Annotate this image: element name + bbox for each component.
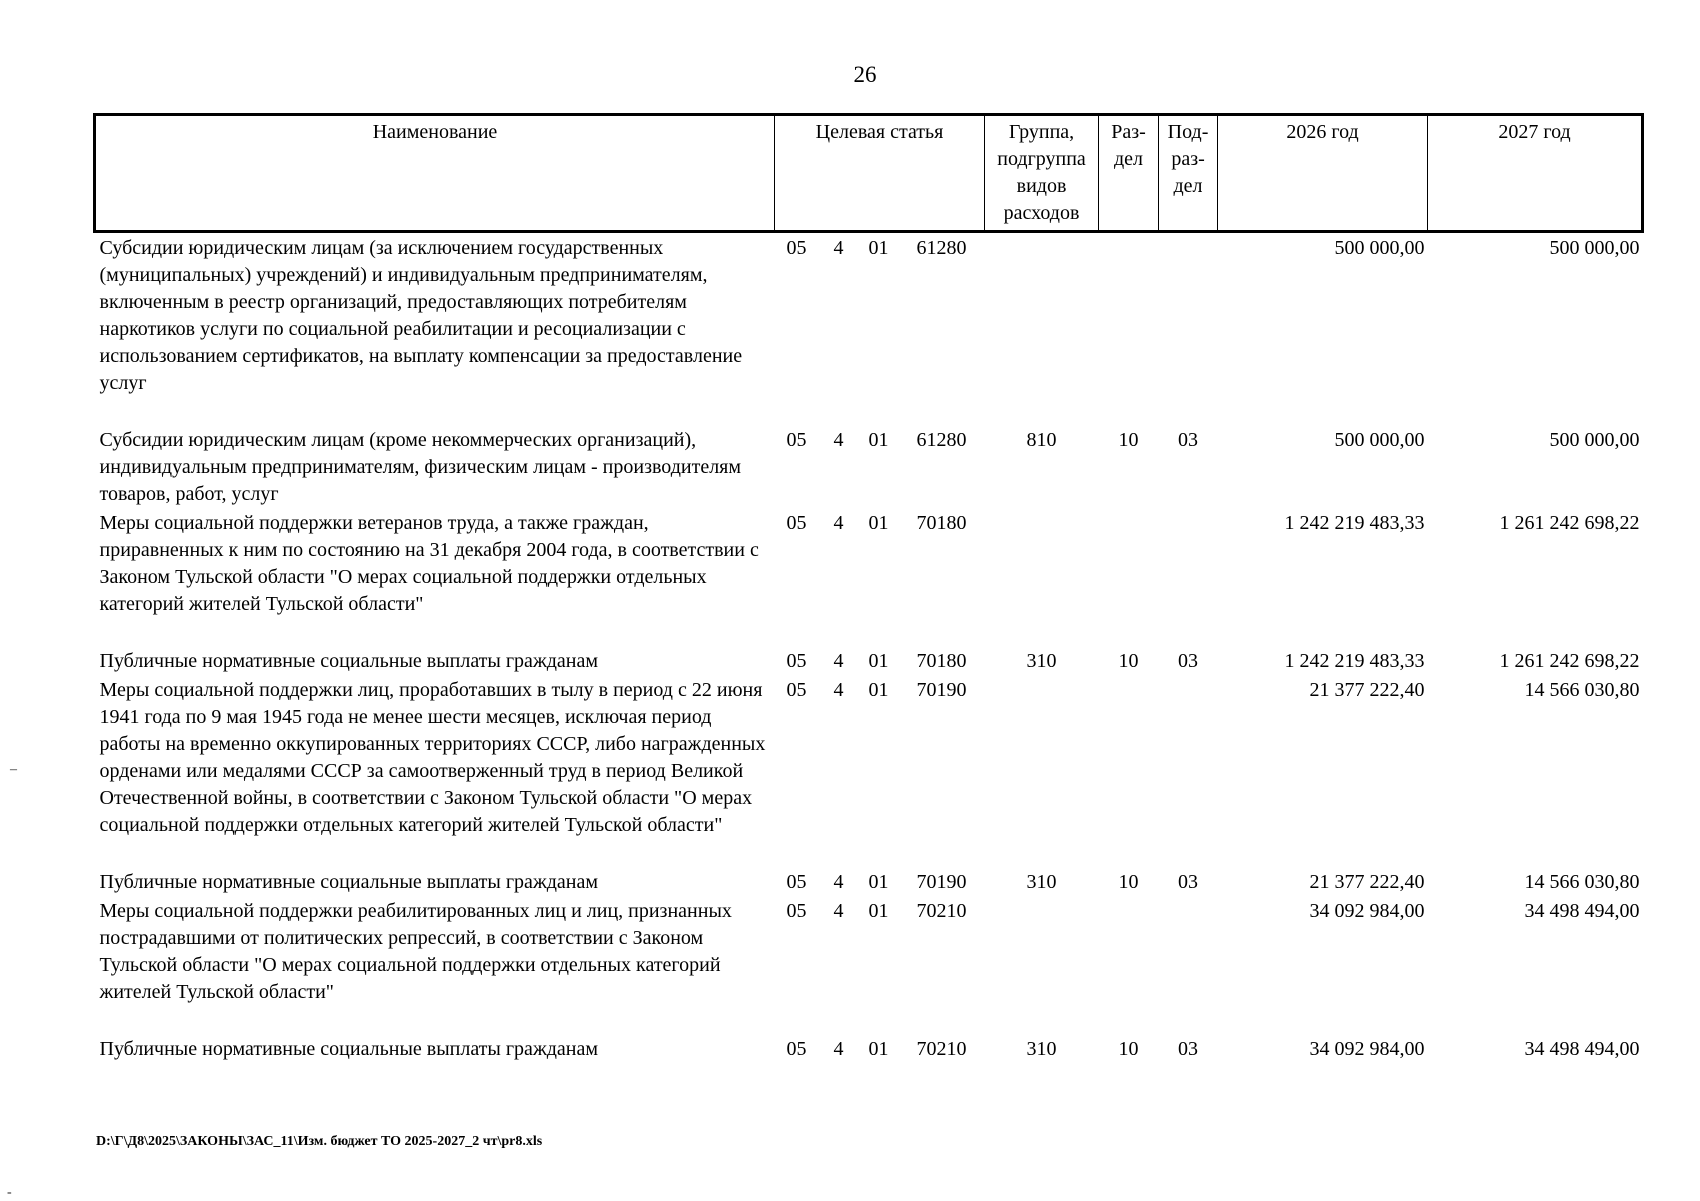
row-subsection: 03 — [1178, 429, 1199, 451]
row-code-subprogram: 01 — [868, 871, 889, 893]
row-code-program: 05 — [786, 237, 807, 259]
table-row — [95, 508, 1643, 646]
row-group — [985, 508, 1099, 646]
header-name: Наименование — [95, 115, 775, 232]
row-code-subprogram: 01 — [868, 900, 889, 922]
row-amount-2026: 1 242 219 483,33 — [1284, 512, 1425, 534]
table-row — [95, 675, 1643, 867]
row-code-program: 05 — [786, 429, 807, 451]
row-code-type: 4 — [833, 900, 844, 922]
row-amount-2026: 34 092 984,00 — [1309, 1038, 1425, 1060]
row-code-direction: 70180 — [916, 650, 967, 672]
row-group — [985, 675, 1099, 867]
row-amount-2026: 21 377 222,40 — [1309, 679, 1425, 701]
row-amount-2027: 1 261 242 698,22 — [1499, 650, 1640, 672]
row-amount-2026: 500 000,00 — [1334, 429, 1425, 451]
row-group: 310 — [1026, 871, 1057, 893]
row-amount-2027: 500 000,00 — [1549, 237, 1640, 259]
row-amount-2027: 34 498 494,00 — [1524, 1038, 1640, 1060]
row-code-subprogram: 01 — [868, 650, 889, 672]
page-number: 26 — [853, 62, 877, 87]
header-subsection-line: Под- — [1167, 121, 1209, 143]
header-year-2027: 2027 год — [1428, 115, 1643, 232]
row-code-type: 4 — [833, 429, 844, 451]
row-section — [1099, 232, 1159, 426]
row-amount-2027: 14 566 030,80 — [1524, 679, 1640, 701]
row-code-direction: 70210 — [916, 1038, 967, 1060]
header-subsection — [1159, 115, 1218, 232]
row-code-type: 4 — [833, 1038, 844, 1060]
table-row — [95, 646, 1643, 675]
row-name: Публичные нормативные социальные выплаты гражданам — [99, 650, 599, 672]
table-row — [95, 896, 1643, 1034]
header-section — [1099, 115, 1159, 232]
row-section: 10 — [1118, 650, 1139, 672]
row-group — [985, 232, 1099, 426]
row-name: Меры социальной поддержки лиц, проработавших в тылу в период с 22 июня 1941 года по 9 мая 1945 года не менее шести месяцев, исключая период работы на временно оккупированных территориях СССР, либо награжденных орденами или медалями СССР за самоотверженный труд в период Великой Отечественной войны, в соответствии с Законом Тульской области "О мерах социальной поддержки отдельных категорий жителей Тульской области" — [99, 679, 766, 836]
header-section-line: Раз- — [1111, 121, 1146, 143]
row-name: Субсидии юридическим лицам (кроме некоммерческих организаций), индивидуальным предпринимателям, физическим лицам - производителям товаров, работ, услуг — [99, 429, 742, 505]
row-code-program: 05 — [786, 871, 807, 893]
header-group — [985, 115, 1099, 232]
file-path-footer: D:\Г\Д8\2025\ЗАКОНЫ\ЗАС_11\Изм. бюджет ТО 2025-2027_2 чт\pr8.xls — [96, 1134, 543, 1149]
row-code-program: 05 — [786, 1038, 807, 1060]
table-row — [95, 1034, 1643, 1063]
row-subsection — [1159, 675, 1218, 867]
row-code-program: 05 — [786, 512, 807, 534]
margin-dash-mark: – — [10, 762, 17, 777]
row-subsection — [1159, 508, 1218, 646]
row-group: 310 — [1026, 1038, 1057, 1060]
row-code-direction: 70180 — [916, 512, 967, 534]
row-code-subprogram: 01 — [868, 512, 889, 534]
row-section: 10 — [1118, 871, 1139, 893]
header-section-line: дел — [1114, 148, 1144, 170]
row-section — [1099, 675, 1159, 867]
row-section — [1099, 508, 1159, 646]
row-subsection: 03 — [1178, 1038, 1199, 1060]
header-group-line: подгруппа — [997, 148, 1086, 170]
header-group-line: Группа, — [1008, 121, 1075, 143]
header-subsection-line: дел — [1173, 175, 1203, 197]
table-row — [95, 867, 1643, 896]
row-subsection: 03 — [1178, 871, 1199, 893]
row-code-direction: 70190 — [916, 871, 967, 893]
row-code-type: 4 — [833, 679, 844, 701]
row-code-direction: 61280 — [916, 429, 967, 451]
row-name: Субсидии юридическим лицам (за исключением государственных (муниципальных) учреждений) и индивидуальным предпринимателям, включенным в реестр организаций, предоставляющих потребителям наркотиков услуги по социальной реабилитации и ресоциализации с использованием сертификатов, на выплату компенсации за предоставление услуг — [99, 237, 743, 394]
header-year-2026: 2026 год — [1218, 115, 1428, 232]
row-amount-2026: 500 000,00 — [1334, 237, 1425, 259]
row-code-direction: 70210 — [916, 900, 967, 922]
row-subsection — [1159, 232, 1218, 426]
row-amount-2027: 14 566 030,80 — [1524, 871, 1640, 893]
budget-table — [93, 113, 1644, 1063]
row-amount-2027: 34 498 494,00 — [1524, 900, 1640, 922]
table-row — [95, 232, 1643, 426]
row-section: 10 — [1118, 1038, 1139, 1060]
row-name: Публичные нормативные социальные выплаты гражданам — [99, 871, 599, 893]
header-group-line: видов — [1016, 175, 1067, 197]
row-name: Публичные нормативные социальные выплаты гражданам — [99, 1038, 599, 1060]
row-name: Меры социальной поддержки ветеранов труда, а также граждан, приравненных к ним по состоянию на 31 декабря 2004 года, в соответствии с Законом Тульской области "О мерах социальной поддержки отдельных категорий жителей Тульской области" — [99, 512, 759, 615]
row-section: 10 — [1118, 429, 1139, 451]
row-amount-2026: 21 377 222,40 — [1309, 871, 1425, 893]
row-code-type: 4 — [833, 237, 844, 259]
row-section — [1099, 896, 1159, 1034]
row-code-subprogram: 01 — [868, 429, 889, 451]
row-amount-2027: 500 000,00 — [1549, 429, 1640, 451]
row-amount-2026: 1 242 219 483,33 — [1284, 650, 1425, 672]
margin-dash-mark: - — [7, 1185, 12, 1200]
row-amount-2027: 1 261 242 698,22 — [1499, 512, 1640, 534]
row-code-direction: 61280 — [916, 237, 967, 259]
row-code-type: 4 — [833, 512, 844, 534]
row-code-program: 05 — [786, 650, 807, 672]
row-code-program: 05 — [786, 900, 807, 922]
header-target-article: Целевая статья — [775, 115, 985, 232]
row-group — [985, 896, 1099, 1034]
header-group-line: расходов — [1003, 202, 1080, 224]
row-code-direction: 70190 — [916, 679, 967, 701]
row-group: 310 — [1026, 650, 1057, 672]
row-name: Меры социальной поддержки реабилитированных лиц и лиц, признанных пострадавшими от политических репрессий, в соответствии с Законом Тульской области "О мерах социальной поддержки отдельных категорий жителей Тульской области" — [99, 900, 732, 1003]
row-code-type: 4 — [833, 871, 844, 893]
row-subsection — [1159, 896, 1218, 1034]
row-group: 810 — [1026, 429, 1057, 451]
row-code-type: 4 — [833, 650, 844, 672]
row-subsection: 03 — [1178, 650, 1199, 672]
table-header-row — [95, 115, 1643, 232]
row-code-subprogram: 01 — [868, 1038, 889, 1060]
row-code-program: 05 — [786, 679, 807, 701]
header-subsection-line: раз- — [1171, 148, 1205, 170]
row-amount-2026: 34 092 984,00 — [1309, 900, 1425, 922]
row-code-subprogram: 01 — [868, 679, 889, 701]
table-row — [95, 425, 1643, 508]
row-code-subprogram: 01 — [868, 237, 889, 259]
